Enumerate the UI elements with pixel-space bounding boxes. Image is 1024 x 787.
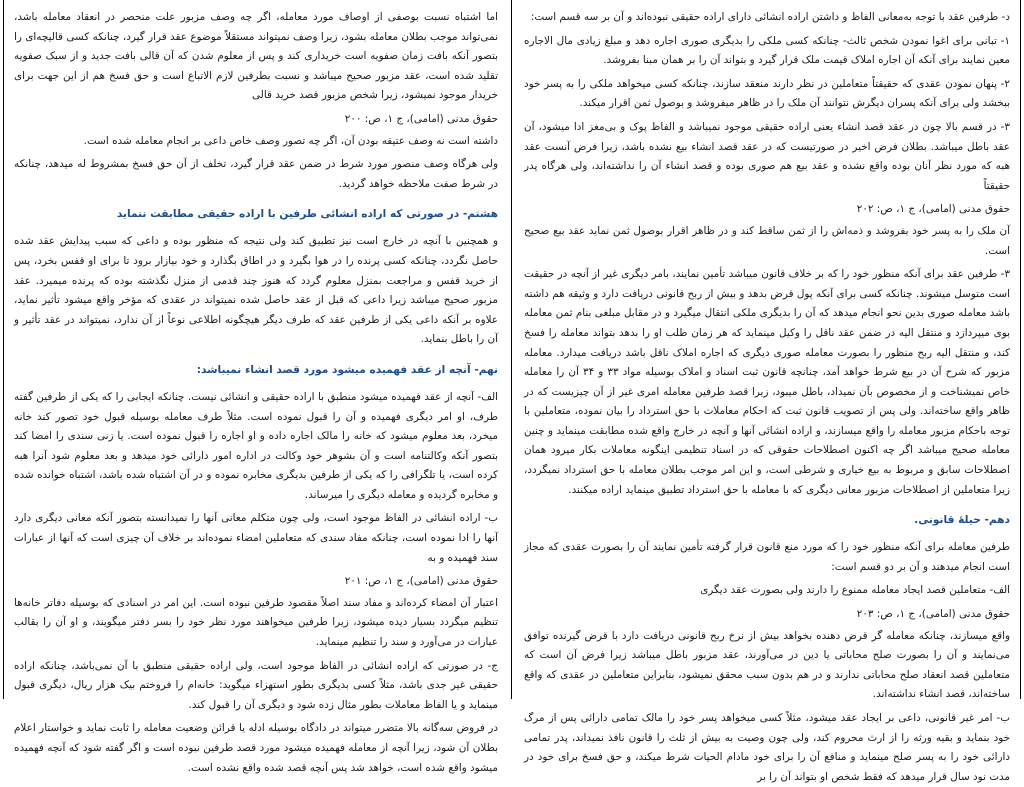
paragraph: ۲- پنهان نمودن عقدی که حقیقتاً متعاملین در نظر دارند منعقد سازند، چنانکه کسی میخواهد ملکی را به پسر خود ببخشد ولی برای آنکه پسران دیگرش نتوانند آن ملک را در ظاهر میفروشد و بوصول ثمن اقرار میکند.	[524, 77, 1010, 110]
page-border-right	[1020, 0, 1021, 699]
paragraph: اما اشتباه نسبت بوصفی از اوصاف مورد معامله، اگر چه وصف مزبور علت منحصر در انعقاد معامله باشد، نمی‌تواند موجب بطلان معامله بشود، زیرا وصف نمیتواند مستقلاً موضوع عقد قرار گیرد، چنانکه کسی قالیچه‌ای را بتصور آنکه بافت زمان صفویه است خریداری کند و پس از معلوم شدن که آن قالی بافت جدید و از سبک صفویه تقلید شده است، عقد مزبور صحیح میباشد و نسبت بطرفین لازم الاتباع است و حق فسخ هم از این جهت برای خریدار موجود نمیشود، زیرا شخص مزبور قصد خرید قالی	[14, 11, 498, 102]
left-page	[14, 8, 498, 774]
paragraph: الف- متعاملین قصد ایجاد معامله ممنوع را دارند ولی بصورت عقد دیگری	[700, 584, 1010, 597]
paragraph: ۳- در قسم بالا چون در عقد قصد انشاء یعنی اراده حقیقی موجود نمیباشد و الفاظ پوک و بی‌مغز ادا میشود، آن عقد باطل میباشد. بطلان فرض اخیر در صورتیست که در عقد قصد انشاء بیع نشده باشد، زیرا فرض آنست عقد هبه که مورد نظر آنان بوده واقع نشده و عقد بیع هم صوری بوده و قصد انشاء آن را نداشته‌اند، ولی هرگاه پدر حقیقتاً	[524, 120, 1010, 192]
paragraph: د- طرفین عقد با توجه به‌معانی الفاظ و داشتن اراده انشائی دارای اراده حقیقی نبوده‌اند و آن بر سه قسم است:	[530, 11, 1010, 23]
page-border-left	[3, 0, 4, 699]
paragraph: ب- امر غیر قانونی، داعی بر ایجاد عقد میشود، مثلاً کسی میخواهد پسر خود را مالک تمامی دارائی پس از مرگ خود بنماید و بقیه ورثه را از ارث محروم کند، ولی چون وصیت به بیش از ثلث را قانون نافذ نمیداند، پدر تمامی دارائی خود را به پسر صلح مینماید و منافع آن را برای خود مادام الحیات شرط میکند، و حق فسخ برای خود در مدت نود سال قرار میدهد که فقط شخص او بتواند آن را بر	[524, 712, 1010, 783]
paragraph: ب- اراده انشائی در الفاظ موجود است، ولی چون متکلم معانی آنها را نمیدانسته بتصور آنکه معانی دیگری دارد آنها را ادا نموده است، چنانکه مفاد سندی که متعاملین امضاء نموده‌اند بر خلاف آن چیزی است که آنها از عبارات سند فهمیده و به	[14, 512, 498, 564]
section-heading: هشتم- در صورتی که اراده انشائی طرفین با اراده حقیقی مطابقت ننماید	[116, 208, 498, 221]
page-citation: حقوق مدنی (امامی)، ج ۱، ص: ۲۰۳	[856, 608, 1010, 621]
page-divider	[511, 0, 512, 699]
paragraph: آن ملک را به پسر خود بفروشد و ذمه‌اش را از ثمن ساقط کند و در ظاهر اقرار بوصول ثمن نماید عقد بیع صحیح است.	[524, 224, 1010, 257]
section-heading: نهم- آنچه از عقد فهمیده میشود مورد قصد انشاء نمیباشد:	[196, 363, 498, 376]
paragraph: ۳- طرفین عقد برای آنکه منظور خود را که بر خلاف قانون میباشد تأمین نمایند، بامر دیگری غیر از آنچه در حقیقت است متوسل میشوند. چنانکه کسی برای آنکه پول قرض بدهد و بیش از ربح قانونی دریافت دارد و وثیقه هم داشته باشد معامله صوری بدین نحو انجام میدهد که آن را بدیگری ملکی انتقال میگیرد و در مقابل مبلغی بنام ثمن معامله بوی میپردازد و منتقل الیه در ضمن عقد ناقل را وکیل مینماید که هر زمان طلب او را بدهد بتواند معامله را فسخ کند، و منتقل الیه ربح منظور را بصورت معامله صوری دیگری که اجاره املاک ناقل باشد دریافت میدارد. معامله مزبور که شرح آن در بیع شرط خواهد آمد، چنانچه قانون ثبت اسناد و املاک بوسیله مواد ۳۳ و ۳۴ آن را معامله خاص نمیشناخت و از مخصوص بآن نمیداد، باطل میبود، زیرا قصد طرفین معامله امری غیر از آن چیزیست که در ظاهر واقع ساخته‌اند. ولی پس از تصویب قانون ثبت که احکام معاملات با حق استرداد را بیان نموده، متعاملین با توجه باحکام مزبور معامله را واقع میسازند، و اراده انشائی آنها و آنچه در خارج واقع شده مطابقت مینماید و چنین معامله صحیح میباشد اگر چه اکنون اصطلاحات حقوقی که در اسناد تنظیمی اینگونه معاملات بکار میرود همان اصطلاحات سابق و مربوط به بیع خیاری و شرطی است، و این امر موجب بطلان معامله با حق استرداد نمیگردد، زیرا متعاملین از اصطلاحات مزبور معانی دیگری که با معامله با حق استرداد تطبیق مینماید اراده میکنند.	[524, 268, 1011, 496]
paragraph: واقع میسازند، چنانکه معامله گر قرض دهنده بخواهد بیش از نرخ ربح قانونی دریافت دارد با قرض گیرنده توافق می‌نمایند و آن را بصورت صلح محاباتی یا دین در می‌آورند، عقد مزبور باطل میباشد زیرا فرض آن است که متعاملین قصد انعقاد صلح محاباتی ندارند و در هم بدون سبب محقق نمیشود، بنابراین متعاملین در عقدی که واقع ساخته‌اند، قصد انشاء نداشته‌اند.	[524, 629, 1010, 701]
page-citation: حقوق مدنی (امامی)، ج ۱، ص: ۲۰۱	[344, 575, 498, 588]
paragraph: داشته است نه وصف عتیقه بودن آن، اگر چه تصور وصف خاص داعی بر انجام معامله شده است.	[83, 134, 498, 147]
section-heading: دهم- حیلهٔ قانونی.	[914, 514, 1010, 527]
page-citation: حقوق مدنی (امامی)، ج ۱، ص: ۲۰۲	[856, 203, 1010, 216]
paragraph: اعتبار آن امضاء کرده‌اند و مفاد سند اصلاً مقصود طرفین نبوده است. این امر در اسنادی که بوسیله دفاتر خانه‌ها تنظیم میگردد بسیار دیده میشود، زیرا طرفین میخواهند مورد نظر خود را بسر دفتر میگویند، و او آن را بقالب عبارات در می‌آورد و سند را تنظیم مینماید.	[14, 596, 498, 649]
page-citation: حقوق مدنی (امامی)، ج ۱، ص: ۲۰۰	[344, 112, 498, 125]
paragraph: و همچنین با آنچه در خارج است نیز تطبیق کند ولی نتیجه که منظور بوده و داعی که سبب پیدایش عقد شده حاصل نگردد، چنانکه کسی پرنده را در هوا بگیرد و در اطاق بگذارد و خود بیازار برود تا برای او قفس بخرد، پس از خرید قفس و مراجعت بمنزل معلوم گردد که هنوز چند قدمی از منزل نگذشته بوده که پرنده میمیرد. عقد مزبور صحیح میباشد زیرا داعی که قبل از عقد حاصل شده نمیتواند در عقدی که مؤخر واقع میشود تأثیر نماید، علاوه بر آنکه داعی یکی از طرفین عقد که طرف دیگر هیچگونه اطلاعی نوعاً از آن ندارد، نمیتواند در عقد تأثیر و آن را باطل بنماید.	[14, 235, 498, 346]
right-page	[524, 8, 1011, 783]
paragraph: الف- آنچه از عقد فهمیده میشود منطبق با اراده حقیقی و انشائی نیست. چنانکه ایجابی را که یکی از طرفین گفته طرف، او امر دیگری فهمیده و آن را قبول نموده است. مثلاً طرف معامله بوسیله قبول خود تصور کند خانه میخرد، بعد معلوم میشود که خانه را مالک اجاره داده و او اجاره را قبول نموده است. یا زنی سندی را امضا کند بتصور آنکه وکالتنامه است و آن بشوهر خود وکالت در اداره امور دارائی خود میدهد و بعد معلوم شود آنرا هبه کرده است، یا تلگرافی را که یکی از طرفین بدیگری مخابره نموده و در آن اشتباه شده باشد، اشتباه خوانده شده و مخابره گردیده و معامله دیگری را میرساند.	[14, 390, 498, 501]
paragraph: ج- در صورتی که اراده انشائی در الفاظ موجود است، ولی اراده حقیقی منطبق با آن نمی‌باشد، چنانکه اراده حقیقی غیر جدی باشد، مثلاً کسی بدیگری بطور استهزاء میگوید: خانه‌ام را فروختم بیک هزار ریال، دیگری قبول مینماید و یا الفاظ معاملات بطور مثال زده شود و دیگری آن را قبول کند.	[14, 659, 498, 711]
paragraph: ولی هرگاه وصف منصور مورد شرط در ضمن عقد قرار گیرد، تخلف از آن حق فسخ بمشروط له میدهد، چنانکه در شرط صفت ملاحظه خواهد گردید.	[14, 158, 498, 190]
paragraph: طرفین معامله برای آنکه منظور خود را که مورد منع قانون قرار گرفته تأمین نمایند آن را بصورت عقدی که مجاز است انجام میدهند و آن بر دو قسم است:	[524, 541, 1010, 573]
paragraph: ۱- تبانی برای اغوا نمودن شخص ثالث- چنانکه کسی ملکی را بدیگری صوری اجاره دهد و مبلغ زیادی مال الاجاره معین نمایند برای آنکه آن اجاره املاک قیمت ملک قرار گیرد و بتواند آن را بر همان مبنا بفروشد.	[524, 34, 1010, 67]
paragraph: در فروض سه‌گانه بالا متضرر میتواند در دادگاه بوسیله ادله یا قرائن وضعیت معامله را ثابت نماید و خواستار اعلام بطلان آن شود، زیرا آنچه از معامله فهمیده میشود مورد قصد طرفین نبوده است و اگر گفته شود که آنچه فهمیده میشود واقع شده است، خواهد شد پس آنچه قصد شده واقع نشده است.	[14, 722, 498, 774]
